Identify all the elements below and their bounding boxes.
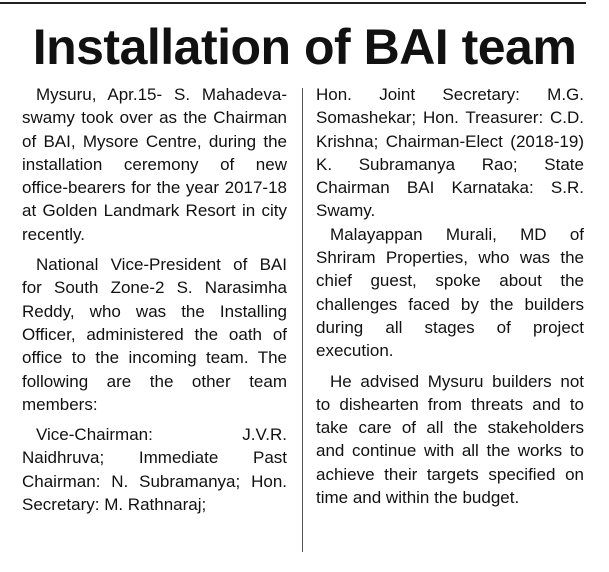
paragraph-advice: He advised Mysuru builders not to dishearten from threats and to take care of all the stakeholders and continue with all the works to achieve their targets specified on time and within the budget.	[316, 371, 584, 508]
right-column	[316, 83, 584, 509]
left-column	[22, 83, 287, 516]
column-divider	[302, 88, 303, 552]
paragraph-national-vice-president: National Vice-President of BAI for South Zone-2 S. Narasimha Reddy, who was the Installing Officer, administered the oath of office to the incoming team. The following are the other team members:	[22, 255, 287, 414]
paragraph-vice-chairman: Vice-Chairman: J.V.R. Naidhruva; Immediate Past Chairman: N. Subramanya; Hon. Secretary: M. Rathnaraj;	[22, 425, 287, 515]
headline: Installation of BAI team	[32, 19, 577, 75]
paragraph-office-bearers-continued: Hon. Joint Secretary: M.G. Somashekar; Hon. Treasurer: C.D. Krishna; Chairman-Elect (2018-19) K. Subramanya Rao; State Chairman BAI Karnataka: S.R. Swamy.	[316, 85, 584, 221]
top-rule	[0, 2, 586, 4]
paragraph-chief-guest: Malayappan Murali, MD of Shriram Properties, who was the chief guest, spoke about the challenges faced by the builders during all stages of project execution.	[316, 224, 584, 361]
paragraph-mahadevaswamy: Mysuru, Apr.15- S. Mahadevaswamy took over as the Chairman of BAI, Mysore Centre, during the installation ceremony of new office-bearers for the year 2017-18 at Golden Landmark Resort in city recently.	[22, 85, 287, 244]
